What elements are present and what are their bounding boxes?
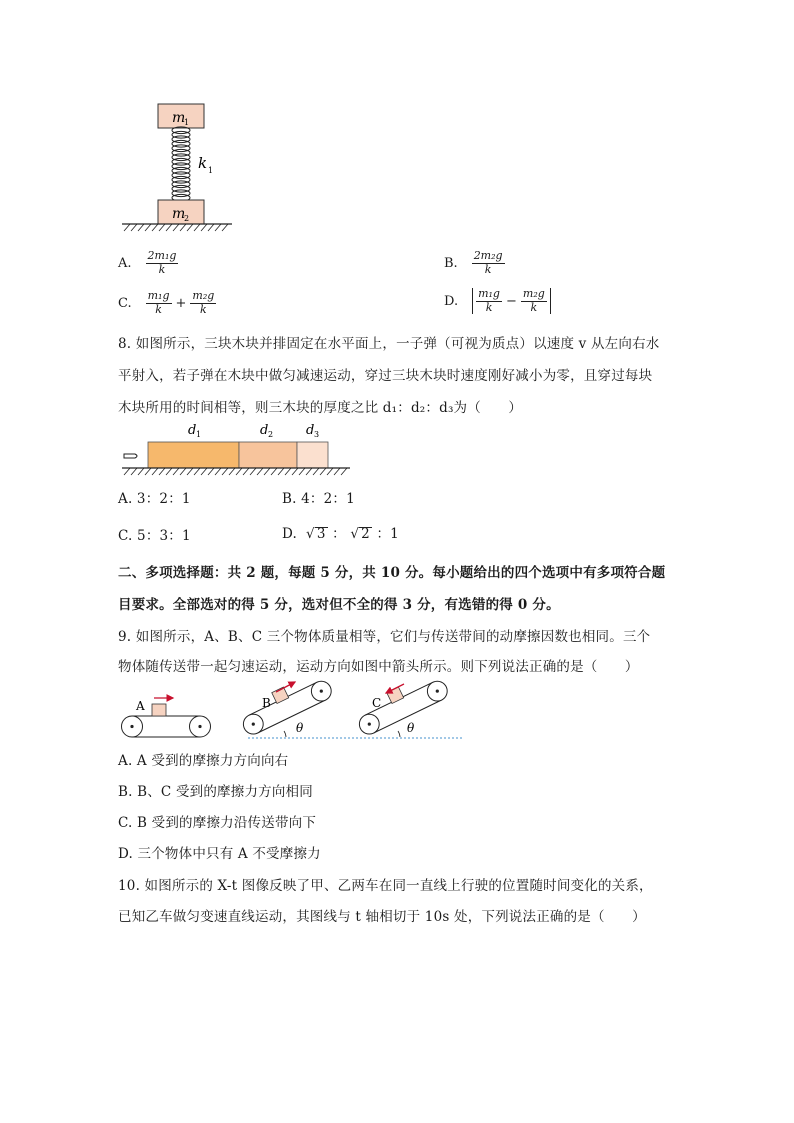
q7-option-b[interactable] xyxy=(444,250,505,276)
d2-label: d xyxy=(260,423,269,438)
q8-line-2: 平射入，若子弹在木块中做匀减速运动，穿过三块木块时速度刚好减小为零，且穿过每块 xyxy=(118,368,653,384)
sqrt-icon: √ xyxy=(306,526,315,542)
wood-block-1 xyxy=(148,442,239,468)
d3-label: d xyxy=(306,423,315,438)
q7-option-d[interactable] xyxy=(444,288,551,314)
hatch-stroke xyxy=(327,468,333,475)
hatch-stroke xyxy=(257,468,263,475)
fraction-numerator: 2m₂g xyxy=(473,249,503,262)
hatch-stroke xyxy=(187,468,193,475)
sqrt-icon: √ xyxy=(350,526,360,542)
q8-option-d-label: D. xyxy=(282,526,298,542)
q7-option-d-fraction-2 xyxy=(521,288,547,314)
block-m2-label: m xyxy=(172,206,186,222)
hatch-stroke xyxy=(138,468,144,475)
hatch-stroke xyxy=(180,224,186,231)
bullet-icon xyxy=(124,454,137,458)
theta-label-c: θ xyxy=(407,721,415,735)
q7-option-b-fraction xyxy=(472,250,505,276)
q7-option-b-label: B. xyxy=(444,255,458,271)
wood-block-3 xyxy=(297,442,328,468)
hatch-stroke xyxy=(152,224,158,231)
hatch-stroke xyxy=(341,468,347,475)
hatch-stroke xyxy=(138,224,144,231)
hatch-stroke xyxy=(299,468,305,475)
hatch-stroke xyxy=(334,468,340,475)
hatch-stroke xyxy=(271,468,277,475)
q8-option-c[interactable]: C. 5：3：1 xyxy=(118,528,191,544)
fraction-numerator: m₂g xyxy=(192,289,215,302)
section-2-heading-line-2: 目要求。全部选对的得 5 分，选对但不全的得 3 分，有选错的得 0 分。 xyxy=(118,597,560,613)
block-a-label: A xyxy=(136,699,145,713)
fraction-numerator: m₁g xyxy=(478,287,500,300)
block-c xyxy=(387,687,404,703)
block-m2-sub: 2 xyxy=(184,214,190,223)
spring-coil xyxy=(172,127,190,201)
q9-line-2: 物体随传送带一起匀速运动，运动方向如图中箭头所示。则下列说法正确的是（ ） xyxy=(118,659,639,675)
hatch-stroke xyxy=(229,468,235,475)
sqrt-2: 2 xyxy=(361,526,370,542)
ratio-sep-2: ：1 xyxy=(376,526,399,542)
q7-option-c[interactable] xyxy=(118,290,216,316)
absolute-value xyxy=(472,288,551,314)
block-c-label: C xyxy=(372,696,382,710)
d1-sub: 1 xyxy=(196,430,202,439)
q7-option-d-label: D. xyxy=(444,293,459,309)
q10-line-1: 10. 如图所示的 X-t 图像反映了甲、乙两车在同一直线上行驶的位置随时间变化的关系， xyxy=(118,878,653,894)
wood-block-2 xyxy=(239,442,297,468)
hatch-stroke xyxy=(222,224,228,231)
q7-option-a[interactable] xyxy=(118,250,178,276)
block-b-label: B xyxy=(262,696,271,710)
hatch-stroke xyxy=(285,468,291,475)
hatch-stroke xyxy=(187,224,193,231)
d3-sub: 3 xyxy=(314,430,320,439)
block-m1-label: m xyxy=(172,110,186,126)
hatch-stroke xyxy=(264,468,270,475)
fraction-numerator: m₂g xyxy=(522,287,545,300)
hatch-stroke xyxy=(222,468,228,475)
hatch-stroke xyxy=(194,224,200,231)
hatch-stroke xyxy=(131,468,137,475)
hatch-stroke xyxy=(173,468,179,475)
hatch-stroke xyxy=(194,468,200,475)
q7-option-a-label: A. xyxy=(118,255,132,271)
q7-option-c-fraction-1 xyxy=(146,290,172,316)
hatch-stroke xyxy=(215,468,221,475)
spring-sub: 1 xyxy=(208,166,214,175)
hatch-stroke xyxy=(166,224,172,231)
block-a xyxy=(152,704,166,716)
hatch-stroke xyxy=(250,468,256,475)
q9-option-a[interactable]: A. A 受到的摩擦力方向向右 xyxy=(118,753,289,769)
q9-option-d[interactable]: D. 三个物体中只有 A 不受摩擦力 xyxy=(118,846,321,862)
hatch-stroke xyxy=(166,468,172,475)
ground-hatch xyxy=(124,224,228,231)
q7-option-a-fraction xyxy=(146,250,179,276)
block-m1-sub: 1 xyxy=(184,118,190,127)
fraction-denominator: k xyxy=(484,262,492,276)
plus-sign: + xyxy=(175,295,187,311)
hatch-stroke xyxy=(292,468,298,475)
fraction-denominator: k xyxy=(200,302,207,316)
hatch-stroke xyxy=(145,468,151,475)
fraction-denominator: k xyxy=(155,302,162,316)
fraction-denominator: k xyxy=(158,262,166,276)
q8-option-b[interactable]: B. 4：2：1 xyxy=(282,491,355,507)
hatch-stroke xyxy=(208,468,214,475)
angle-arc-b xyxy=(284,731,286,737)
ground-hatch xyxy=(124,468,347,475)
theta-label-b: θ xyxy=(296,721,304,735)
q7-option-c-fraction-2 xyxy=(190,290,216,316)
fraction-denominator: k xyxy=(530,300,538,314)
hatch-stroke xyxy=(208,224,214,231)
conveyor-b xyxy=(243,681,331,737)
hatch-stroke xyxy=(313,468,319,475)
hatch-stroke xyxy=(201,224,207,231)
angle-arc-c xyxy=(398,731,400,737)
q8-line-3: 木块所用的时间相等，则三木块的厚度之比 d₁：d₂：d₃为（ ） xyxy=(118,400,523,416)
hatch-stroke xyxy=(173,224,179,231)
q9-option-c[interactable]: C. B 受到的摩擦力沿传送带向下 xyxy=(118,815,317,831)
hatch-stroke xyxy=(236,468,242,475)
hatch-stroke xyxy=(320,468,326,475)
hatch-stroke xyxy=(145,224,151,231)
q8-line-1: 8. 如图所示，三块木块并排固定在水平面上，一子弹（可视为质点）以速度 v 从左向右水 xyxy=(118,336,660,352)
q7-option-c-label: C. xyxy=(118,295,132,311)
ratio-sep-1: ： xyxy=(332,526,346,542)
fraction-denominator: k xyxy=(485,300,493,314)
hatch-stroke xyxy=(278,468,284,475)
hatch-stroke xyxy=(124,224,130,231)
conveyor-c xyxy=(359,681,447,737)
fraction-numerator: m₁g xyxy=(147,289,170,302)
hatch-stroke xyxy=(131,224,137,231)
sqrt-3: 3 xyxy=(316,526,326,542)
hatch-stroke xyxy=(201,468,207,475)
conveyor-belts-figure xyxy=(118,680,468,746)
q9-line-1: 9. 如图所示，A、B、C 三个物体质量相等，它们与传送带间的动摩擦因数也相同。三个 xyxy=(118,629,651,645)
hatch-stroke xyxy=(124,468,130,475)
q8-option-a[interactable]: A. 3：2：1 xyxy=(118,491,191,507)
q8-option-d[interactable] xyxy=(282,522,399,542)
q9-option-b[interactable]: B. B、C 受到的摩擦力方向相同 xyxy=(118,784,313,800)
hatch-stroke xyxy=(180,468,186,475)
conveyor-a xyxy=(122,698,211,737)
spring-label: k xyxy=(198,154,208,172)
spring-blocks-figure xyxy=(118,98,248,238)
d1-label: d xyxy=(188,423,197,438)
hatch-stroke xyxy=(215,224,221,231)
q7-option-d-fraction-1 xyxy=(476,288,502,314)
hatch-stroke xyxy=(159,468,165,475)
q10-line-2: 已知乙车做匀变速直线运动，其图线与 t 轴相切于 10s 处，下列说法正确的是（ ） xyxy=(118,909,646,925)
fraction-numerator: 2m₁g xyxy=(147,249,177,262)
hatch-stroke xyxy=(159,224,165,231)
d2-sub: 2 xyxy=(268,430,274,439)
hatch-stroke xyxy=(306,468,312,475)
hatch-stroke xyxy=(152,468,158,475)
section-2-heading-line-1: 二、多项选择题：共 2 题，每题 5 分，共 10 分。每小题给出的四个选项中有多项符合题 xyxy=(118,565,666,581)
wood-blocks-figure xyxy=(118,420,358,476)
minus-sign: − xyxy=(505,293,517,309)
hatch-stroke xyxy=(243,468,249,475)
